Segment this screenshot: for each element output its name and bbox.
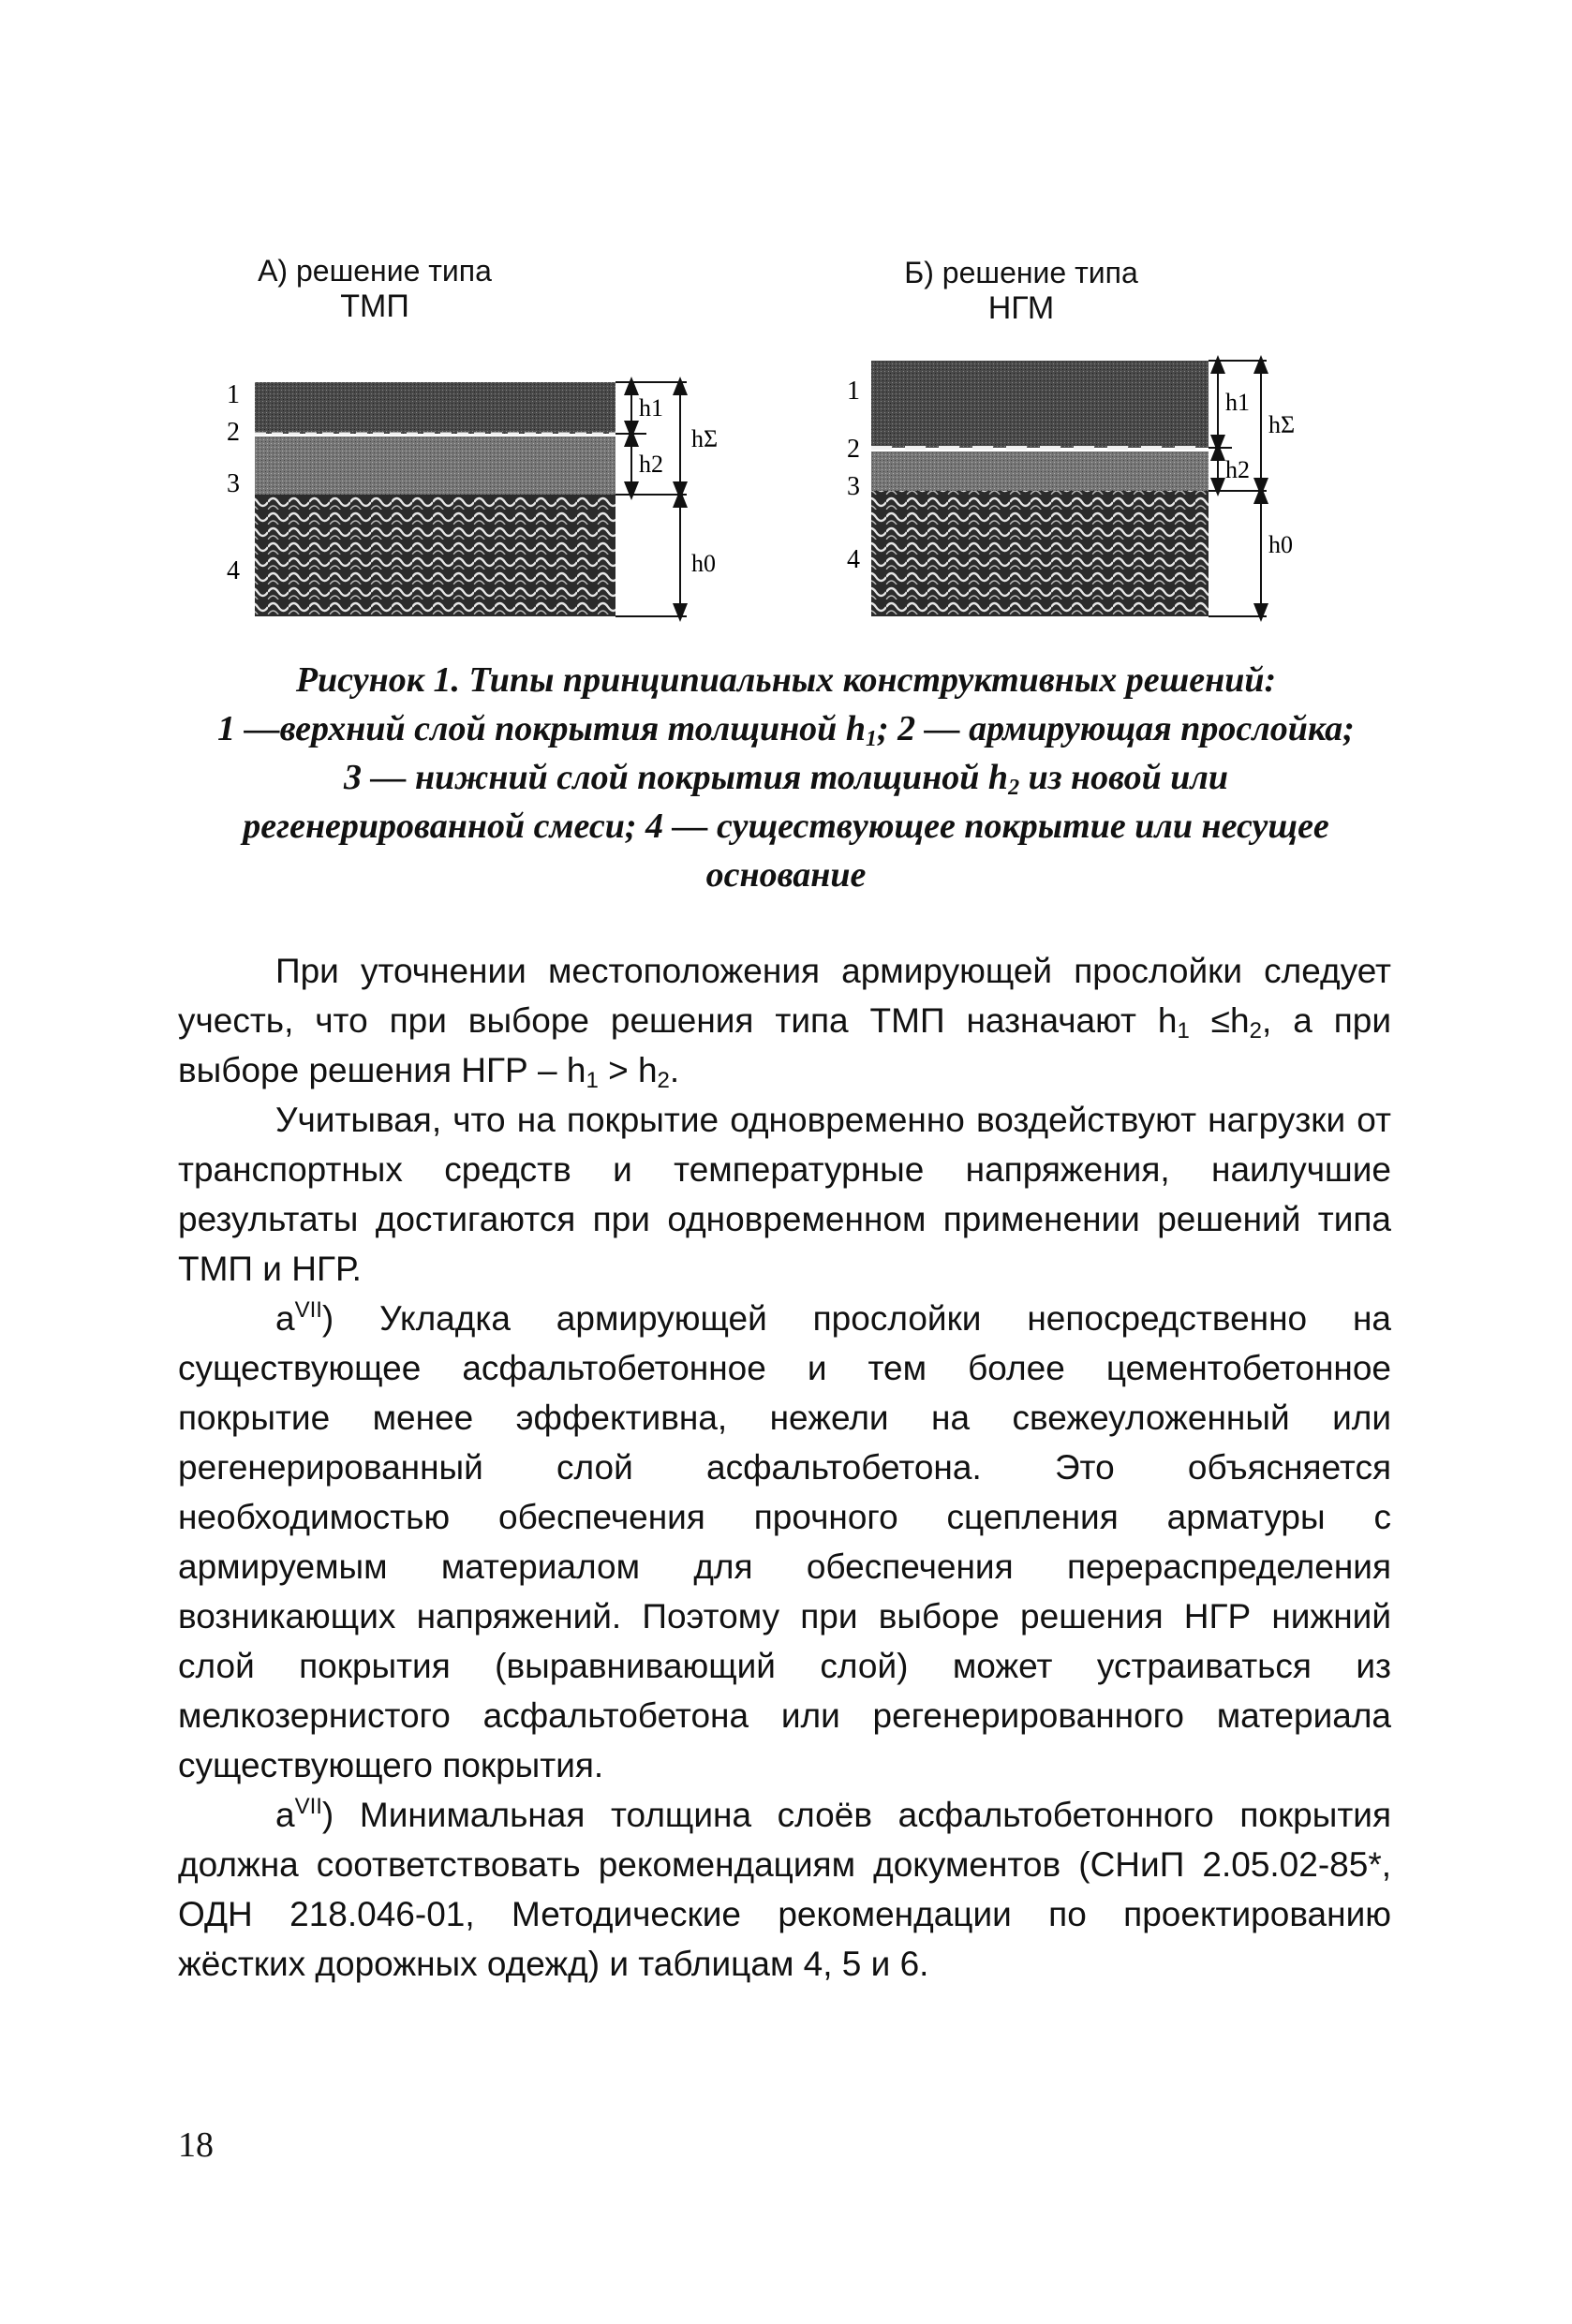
p1-sub2: 2	[1249, 1018, 1262, 1044]
panel-a-layer-lower	[255, 437, 615, 495]
figure-layer-diagrams	[0, 0, 1572, 656]
panel-a-num-1: 1	[227, 380, 240, 409]
caption-label: Рисунок 1.	[295, 660, 460, 700]
paragraph-2: Учитывая, что на покрытие одновременно воздействуют нагрузки от транспортных средств и температурные напряжения, наилучшие результаты достигаются при одновременном применении решений типа ТМП и НГР.	[178, 1101, 1391, 1288]
panel-b-num-3: 3	[847, 472, 860, 501]
paragraph-4	[178, 1790, 1391, 1989]
body-text	[178, 946, 1391, 1989]
panel-a-layer-base	[255, 495, 615, 616]
p1-sub3: 1	[586, 1068, 599, 1093]
panel-a-num-2: 2	[227, 418, 240, 447]
p1-d: > h	[598, 1051, 658, 1089]
panel-a-title-line1: А) решение типа	[258, 254, 492, 288]
panel-b-layer-lower	[871, 451, 1209, 491]
panel-a-layer-top	[255, 382, 615, 434]
panel-b-diagram	[847, 361, 1295, 616]
p1-sub4: 2	[657, 1068, 670, 1093]
caption-item3-b: из новой или	[1019, 758, 1228, 797]
panel-b-label-hsum: hΣ	[1268, 411, 1296, 438]
figure-caption	[187, 656, 1385, 899]
panel-b-label-h0: h0	[1268, 531, 1293, 558]
p1-sub1: 1	[1177, 1018, 1190, 1044]
panel-b-title-line2: НГМ	[987, 290, 1055, 326]
caption-title: Типы принципиальных конструктивных решений:	[468, 660, 1277, 700]
caption-line-4: регенерированной смеси; 4 — существующее покрытие или несущее	[243, 807, 1329, 846]
caption-item1-sub: 1	[865, 727, 877, 751]
panel-b-layer-base	[871, 491, 1209, 616]
panel-a-label-h2: h2	[639, 451, 663, 478]
p3-sup: VII	[294, 1297, 322, 1323]
panel-a-label-hsum: hΣ	[691, 425, 719, 452]
p1-e: .	[669, 1051, 680, 1089]
layer-diagram-svg	[0, 0, 1572, 656]
p1-c: , а при выборе решения НГР – h	[178, 1001, 1391, 1089]
p4-text: ) Минимальная толщина слоёв асфальтобетонного покрытия должна соответствовать рекомендациям документов (СНиП 2.05.02-85*, ОДН 218.046-01, Методические рекомендации по проектированию жёстких дорожных одежд) и таблицам 4, 5 и 6.	[178, 1796, 1391, 1983]
panel-b-layer-top	[871, 361, 1209, 448]
p4-marker: a	[275, 1796, 295, 1834]
panel-b-num-2: 2	[847, 435, 860, 464]
p1-b: ≤h	[1189, 1001, 1250, 1040]
caption-line-3	[187, 753, 1385, 802]
panel-b-num-4: 4	[847, 545, 860, 574]
caption-item3-a: 3 — нижний слой покрытия толщиной h	[343, 758, 1009, 797]
paragraph-1	[178, 946, 1391, 1095]
caption-item1-b: ; 2 — армирующая прослойка;	[876, 709, 1355, 748]
panel-b-num-1: 1	[847, 377, 860, 406]
p3-marker: a	[275, 1299, 295, 1338]
panel-a-num-4: 4	[227, 556, 240, 585]
caption-item1-a: 1 —верхний слой покрытия толщиной h	[217, 709, 866, 748]
panel-a-label-h0: h0	[691, 550, 716, 577]
panel-a-num-3: 3	[227, 469, 240, 498]
p4-sup: VII	[294, 1794, 322, 1819]
paragraph-3	[178, 1294, 1391, 1790]
p1-a: При уточнении местоположения армирующей прослойки следует учесть, что при выборе решения типа ТМП назначают h	[178, 952, 1391, 1040]
panel-a-title-line2: ТМП	[340, 289, 409, 324]
caption-line-5: основание	[705, 855, 867, 895]
panel-b-label-h2: h2	[1225, 456, 1250, 483]
caption-line-2	[187, 704, 1385, 753]
p3-text: ) Укладка армирующей прослойки непосредственно на существующее асфальтобетонное и тем более цементобетонное покрытие менее эффективна, нежели на свежеуложенный или регенерированный слой асфальтобетона. Это объясняется необходимостью обеспечения прочного сцепления арматуры с армируемым материалом для обеспечения перераспределения возникающих напряжений. Поэтому при выборе решения НГР нижний слой покрытия (выравнивающий слой) может устраиваться из мелкозернистого асфальтобетона или регенерированного материала существующего покрытия.	[178, 1299, 1391, 1784]
panel-a-label-h1: h1	[639, 394, 663, 422]
page-number: 18	[178, 2125, 214, 2165]
panel-b-title-line1: Б) решение типа	[904, 256, 1138, 289]
caption-line-1	[187, 656, 1385, 704]
caption-item3-sub: 2	[1008, 776, 1020, 800]
panel-a-diagram	[227, 380, 718, 616]
panel-b-label-h1: h1	[1225, 389, 1250, 416]
